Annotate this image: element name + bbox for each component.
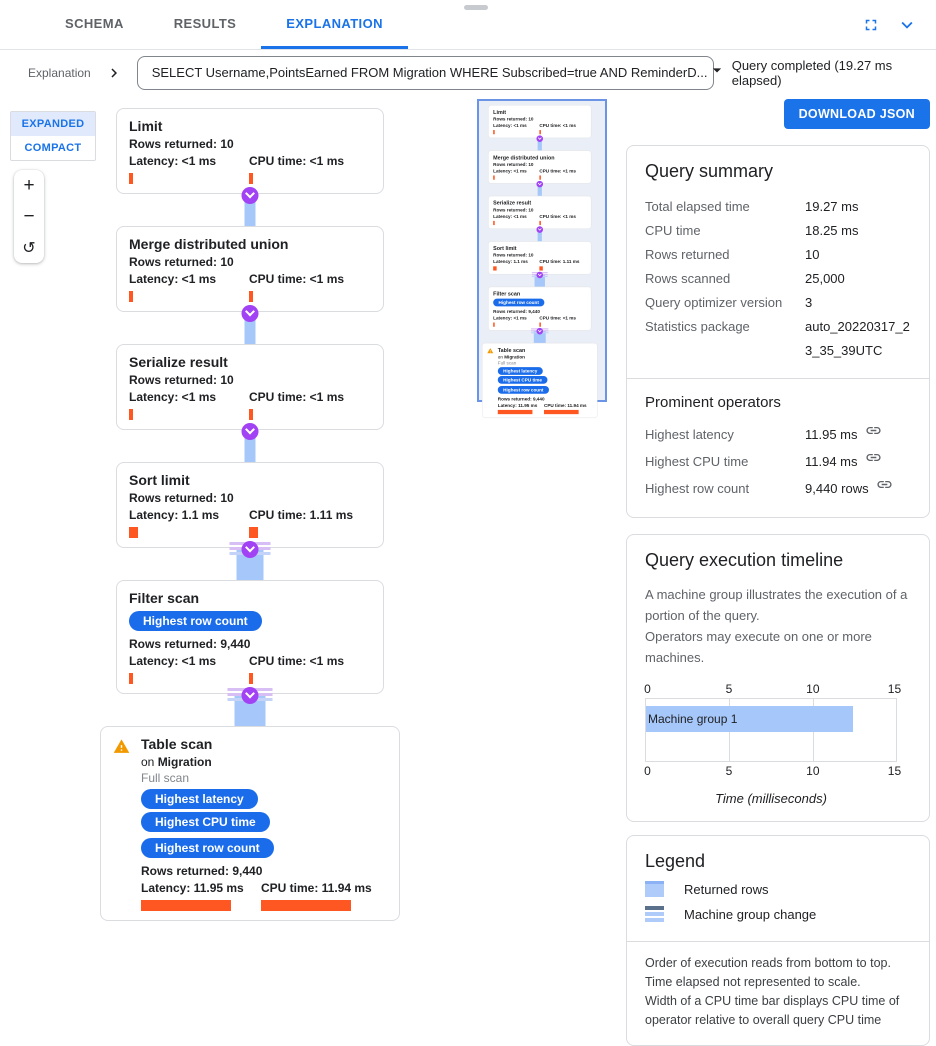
cpu-time-bar (249, 173, 253, 184)
link-to-operator-icon[interactable] (865, 448, 882, 475)
node-title: Sort limit (129, 472, 190, 488)
node-rows-returned: Rows returned: 10 (129, 137, 234, 151)
summary-row: Rows scanned 25,000 (645, 271, 845, 286)
node-rows-returned: Rows returned: 9,440 (129, 637, 251, 651)
connector-machine-group-change (100, 694, 400, 726)
collapse-node-icon[interactable] (242, 423, 259, 440)
cpu-time-bar (261, 900, 351, 911)
explanation-toolbar (0, 50, 936, 95)
node-cpu-time: CPU time: 11.94 ms (261, 881, 372, 895)
main-area (0, 95, 936, 1027)
highest-row-count-badge: Highest row count (141, 838, 274, 858)
query-summary-card (626, 145, 930, 518)
link-to-operator-icon[interactable] (876, 475, 893, 502)
node-latency: Latency: 11.95 ms (141, 881, 244, 895)
node-cpu-time: CPU time: 1.11 ms (249, 508, 354, 522)
zoom-in-button[interactable]: + (23, 174, 35, 196)
node-rows-returned: Rows returned: 9,440 (141, 864, 263, 878)
download-json-button[interactable]: DOWNLOAD JSON (784, 99, 930, 129)
prominent-operators-title: Prominent operators (645, 394, 781, 411)
timeline-axis-bottom: 0 5 10 15 (644, 764, 902, 778)
operator-row: Highest CPU time 11.94 ms (645, 448, 911, 475)
plan-node-merge-distributed-union[interactable] (116, 226, 384, 312)
dropdown-arrow-icon (707, 60, 727, 85)
node-title: Limit (129, 118, 163, 134)
tab-results[interactable]: RESULTS (173, 15, 237, 31)
timeline-description: Operators may execute on one or more machines. (645, 629, 872, 665)
tabs (40, 0, 408, 49)
summary-row: CPU time 18.25 ms (645, 223, 859, 238)
legend-note: Width of a CPU time bar displays CPU time of operator relative to overall query CPU time (645, 994, 900, 1027)
latency-bar (129, 527, 138, 538)
legend-item: Machine group change (645, 906, 911, 922)
node-latency: Latency: 1.1 ms (129, 508, 220, 522)
operator-row: Highest row count 9,440 rows (645, 475, 911, 502)
node-latency: Latency: <1 ms (129, 272, 217, 286)
chevron-right-icon (105, 64, 123, 82)
latency-bar (129, 409, 133, 420)
timeline-description: A machine group illustrates the execution of a portion of the query. (645, 587, 908, 623)
plan-node-filter-scan[interactable] (116, 580, 384, 694)
latency-bar (129, 673, 133, 684)
summary-row: Rows returned 10 (645, 247, 820, 262)
node-cpu-time: CPU time: <1 ms (249, 390, 345, 404)
collapse-node-icon[interactable] (242, 187, 259, 204)
summary-row: Statistics package auto_20220317_23_35_39UTC (645, 319, 910, 358)
query-text: SELECT Username,PointsEarned FROM Migration WHERE Subscribed=true AND ReminderD... (151, 65, 708, 80)
timeline-plot (645, 698, 897, 762)
tab-schema[interactable]: SCHEMA (65, 15, 124, 31)
link-to-operator-icon[interactable] (865, 421, 882, 448)
query-summary-title: Query summary (645, 161, 774, 181)
highest-latency-badge: Highest latency (141, 789, 258, 809)
cpu-time-bar (249, 409, 253, 420)
machine-group-label: Machine group 1 (648, 712, 738, 726)
cpu-time-bar (249, 291, 253, 302)
node-latency: Latency: <1 ms (129, 654, 217, 668)
timeline-x-axis-label: Time (milliseconds) (715, 791, 827, 806)
operator-row: Highest latency 11.95 ms (645, 421, 911, 448)
node-latency: Latency: <1 ms (129, 154, 217, 168)
legend-note: Time elapsed not represented to scale. (645, 975, 861, 989)
tab-bar (0, 0, 936, 50)
connector (100, 194, 400, 226)
collapse-node-icon[interactable] (242, 687, 259, 704)
highest-cpu-time-badge: Highest CPU time (141, 812, 270, 832)
legend-card (626, 835, 930, 1046)
node-title: Table scan (141, 736, 213, 752)
latency-bar (141, 900, 231, 911)
node-title: Serialize result (129, 354, 228, 370)
node-rows-returned: Rows returned: 10 (129, 491, 234, 505)
query-selector-dropdown[interactable] (137, 56, 714, 90)
connector-machine-group-change (100, 548, 400, 580)
legend-title: Legend (645, 851, 706, 871)
details-panel (626, 99, 930, 1046)
warning-icon (113, 738, 130, 760)
zoom-out-button[interactable]: − (23, 205, 35, 227)
timeline-bar[interactable] (646, 706, 853, 732)
tab-explanation[interactable]: EXPLANATION (261, 0, 408, 49)
timeline-chart (644, 682, 902, 806)
node-title: Filter scan (129, 590, 200, 606)
legend-note: Order of execution reads from bottom to top. (645, 956, 891, 970)
machine-group-change-swatch-icon (645, 906, 664, 922)
breadcrumb: Explanation (28, 65, 91, 80)
node-rows-returned: Rows returned: 10 (129, 373, 234, 387)
zoom-controls (14, 170, 44, 263)
expanded-toggle[interactable]: EXPANDED (11, 112, 95, 136)
node-rows-returned: Rows returned: 10 (129, 255, 234, 269)
cpu-time-bar (249, 527, 258, 538)
highest-row-count-badge: Highest row count (129, 611, 262, 631)
tab-actions (862, 0, 918, 50)
query-status: Query completed (19.27 ms elapsed) (731, 57, 893, 88)
panel-drag-handle[interactable] (464, 5, 488, 10)
node-cpu-time: CPU time: <1 ms (249, 654, 345, 668)
collapse-node-icon[interactable] (242, 541, 259, 558)
compact-toggle[interactable]: COMPACT (24, 142, 82, 154)
node-cpu-time: CPU time: <1 ms (249, 272, 345, 286)
returned-rows-swatch-icon (645, 881, 664, 897)
plan-node-limit[interactable] (116, 108, 384, 194)
node-table-name: on Migration (141, 755, 212, 769)
cpu-time-bar (249, 673, 253, 684)
node-title: Merge distributed union (129, 236, 289, 252)
plan-node-sort-limit[interactable] (116, 462, 384, 548)
summary-row: Query optimizer version 3 (645, 295, 813, 310)
query-execution-timeline-card (626, 534, 930, 822)
connector (100, 312, 400, 344)
node-scan-type: Full scan (141, 771, 190, 785)
plan-node-serialize-result[interactable] (116, 344, 384, 430)
node-cpu-time: CPU time: <1 ms (249, 154, 345, 168)
timeline-title: Query execution timeline (645, 550, 844, 570)
summary-row: Total elapsed time 19.27 ms (645, 199, 859, 214)
minimap[interactable]: Limit Rows returned: 10 Latency: <1 ms CPU time: <1 ms Merge distributed union Rows returned: 10 Latency: <1 ms CPU time: <1 ms Serialize result Rows returned: 10 Latency: <1 ms CPU time: <1 ms Sort limit Rows returned: 10 Latency: 1.1 ms CPU time: 1.11 ms Filter scan Highest row count Rows returned: 9,440 Latency: <1 ms CPU time: <1 ms Table scan on Migration Full scan Highest latencyHighest CPU time Highest row count Rows returned: 9,440 Latency: 11.95 ms CPU time: 11.94 ms (477, 99, 607, 402)
plan-node-table-scan[interactable] (100, 726, 400, 921)
latency-bar (129, 173, 133, 184)
connector (100, 430, 400, 462)
fullscreen-icon[interactable] (862, 16, 880, 34)
flowchart (100, 108, 400, 921)
reset-view-button[interactable]: ↺ (22, 239, 36, 257)
view-mode-toggle (10, 111, 96, 161)
legend-item: Returned rows (645, 881, 911, 897)
latency-bar (129, 291, 133, 302)
collapse-panel-chevron-icon[interactable] (896, 14, 918, 36)
collapse-node-icon[interactable] (242, 305, 259, 322)
timeline-axis-top: 0 5 10 15 (644, 682, 902, 696)
node-latency: Latency: <1 ms (129, 390, 217, 404)
